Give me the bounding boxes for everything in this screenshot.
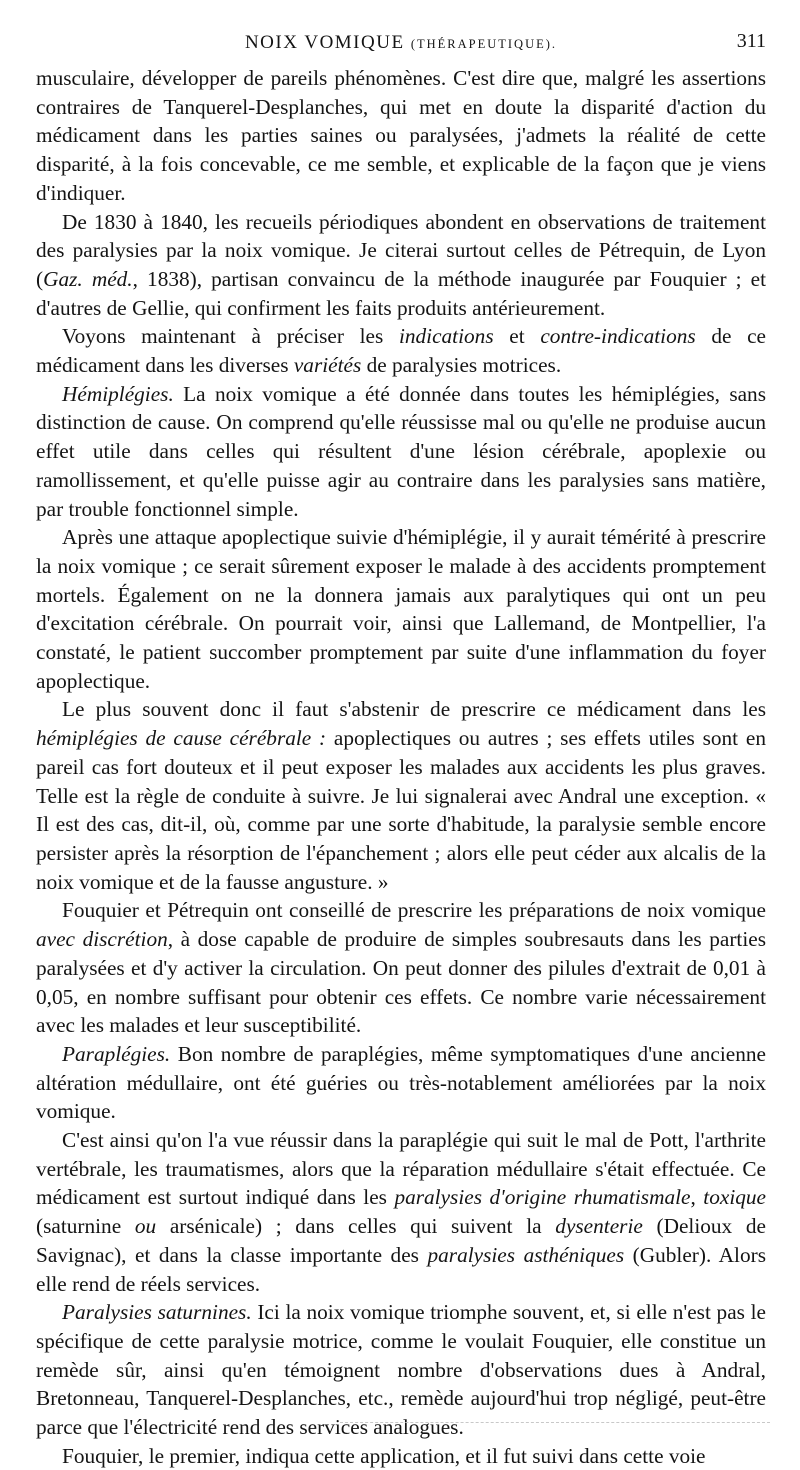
italic-text: variétés xyxy=(293,353,362,378)
text-run: De 1830 à 1840, les recueils périodiques abondent en observations de traitement des paralysies par la noix vomique. Je citerai surtout celles de Pétrequin, de Lyon ( xyxy=(36,209,766,291)
text-run: apoplectiques ou autres ; ses effets utiles sont en pareil cas fort douteux et il peut exposer les malades aux accidents les plus graves. Telle est la règle de conduite à suivre. Je lui signalerai avec Andral une exception. « Il est des cas, dit-il, où, comme par une sorte d'habitude, la paralysie semble encore persister après la résorption de l'épanchement ; alors elle peut céder aux alcalis de la noix vomique et de la fausse angusture. » xyxy=(36,726,766,894)
paragraph xyxy=(36,1442,766,1470)
paragraph-paralysies-saturnines xyxy=(36,1298,766,1442)
text-run: et xyxy=(493,324,541,349)
italic-text: Gaz. méd. xyxy=(43,266,133,291)
text-run: Le plus souvent donc il faut s'abstenir de prescrire ce médicament dans les xyxy=(62,697,766,722)
italic-text: toxique xyxy=(703,1185,766,1210)
text-run: (saturnine xyxy=(36,1214,135,1239)
text-run: , 1838), partisan convaincu de la méthode inaugurée par Fouquier ; et d'autres de Gellie, qui confirment les faits produits antérieurement. xyxy=(36,266,766,320)
text-run: Fouquier et Pétrequin ont conseillé de prescrire les préparations de noix vomique xyxy=(62,898,766,923)
text-run: Voyons maintenant à préciser les xyxy=(62,324,399,349)
italic-text: hémiplégies de cause cérébrale : xyxy=(36,726,327,751)
italic-text: dysenterie xyxy=(555,1214,643,1239)
text-run: (Gubler). Alors elle rend de réels services. xyxy=(36,1242,766,1296)
italic-text: paralysies d'origine rhumatismale xyxy=(394,1185,691,1210)
body-text xyxy=(36,64,766,1470)
italic-text: avec discrétion xyxy=(36,927,168,952)
text-run: , xyxy=(690,1185,704,1210)
text-run: de paralysies motrices. xyxy=(361,353,562,378)
text-run: Après une attaque apoplectique suivie d'hémiplégie, il y aurait témérité à prescrire la noix vomique ; ce serait sûrement exposer le malade à des accidents promptement mortels. Également on ne la donnera jamais aux paralytiques qui ont un peu d'excitation cérébrale. On pourrait voir, ainsi que Lallemand, de Montpellier, l'a constaté, le patient succomber promptement par suite d'une inflammation du foyer apoplectique. xyxy=(36,525,766,693)
text-run: Ici la noix vomique triomphe souvent, et, si elle n'est pas le spécifique de cette paralysie motrice, comme le voulait Fouquier, elle constitue un remède sûr, ainsi qu'en témoignent nombre d'observations dues à Andral, Bretonneau, Tanquerel-Desplanches, etc., remède aujourd'hui trop négligé, peut-être parce que l'électricité rend des services analogues. xyxy=(36,1300,766,1440)
text-run: musculaire, développer de pareils phénomènes. C'est dire que, malgré les assertions contraires de Tanquerel-Desplanches, qui met en doute la disparité d'action du médicament dans les parties saines ou paralysées, j'admets la réalité de cette disparité, à la fois concevable, ce me semble, et explicable de la façon que je viens d'indiquer. xyxy=(36,66,766,205)
paragraph xyxy=(36,64,766,208)
paragraph-hemiplegies xyxy=(36,380,766,524)
running-head xyxy=(36,26,766,64)
italic-text: Paraplégies. xyxy=(62,1041,171,1066)
text-run: de ce médicament dans les diverses xyxy=(36,324,767,378)
italic-text: Hémiplégies. xyxy=(62,381,174,406)
italic-text: ou xyxy=(134,1214,157,1239)
book-page xyxy=(36,26,766,1470)
text-run: Fouquier, le premier, indiqua cette application, et il fut suivi dans cette voie xyxy=(62,1443,706,1468)
text-run: (Delioux de Savignac), et dans la classe importante des xyxy=(36,1214,766,1267)
running-head-subtitle: (THÉRAPEUTIQUE). xyxy=(410,37,558,51)
paragraph xyxy=(36,523,766,695)
paragraph xyxy=(36,322,766,379)
paragraph xyxy=(36,1126,766,1298)
paragraph xyxy=(36,896,766,1040)
paragraph-paraplegies xyxy=(36,1040,766,1126)
text-run: C'est ainsi qu'on l'a vue réussir dans la paraplégie qui suit le mal de Pott, l'arthrite vertébrale, les traumatismes, alors que la réparation médullaire s'était effectuée. Ce médicament est surtout indiqué dans les xyxy=(36,1128,766,1210)
page-number: 311 xyxy=(736,30,766,52)
running-head-title: NOIX VOMIQUE (THÉRAPEUTIQUE). xyxy=(244,32,558,53)
bottom-rule xyxy=(340,1422,770,1423)
italic-text: indications xyxy=(398,324,494,349)
text-run: Bon nombre de paraplégies, même symptomatiques d'une ancienne altération médullaire, ont été guéries ou très-notablement améliorées par la noix vomique. xyxy=(36,1041,766,1124)
italic-text: Paralysies saturnines. xyxy=(62,1300,252,1325)
text-run: La noix vomique a été donnée dans toutes les hémiplégies, sans distinction de cause. On comprend qu'elle réussisse mal ou qu'elle ne produise aucun effet utile dans celles qui résultent d'une lésion cérébrale, apoplexie ou ramollissement, et qu'elle puisse agir au contraire dans les paralysies sans matière, par trouble fonctionnel simple. xyxy=(36,381,766,521)
italic-text: paralysies asthéniques xyxy=(427,1242,625,1267)
paragraph xyxy=(36,208,766,323)
text-run: arsénicale) ; dans celles qui suivent la xyxy=(156,1214,556,1239)
paragraph xyxy=(36,695,766,896)
italic-text: contre-indications xyxy=(540,324,696,349)
text-run: , à dose capable de produire de simples soubresauts dans les parties paralysées et d'y activer la circulation. On peut donner des pilules d'extrait de 0,01 à 0,05, en nombre suffisant pour obtenir ces effets. Ce nombre varie nécessairement avec les malades et leur susceptibilité. xyxy=(36,927,766,1038)
